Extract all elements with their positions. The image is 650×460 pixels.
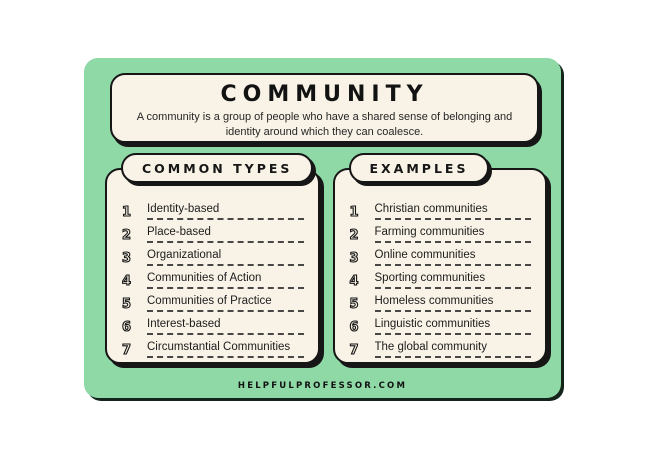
item-number: 1 (122, 204, 132, 220)
list-item (122, 243, 304, 266)
community-poster (84, 58, 561, 398)
list-item (350, 243, 532, 266)
item-number: 4 (349, 273, 359, 289)
item-label: The global community (375, 341, 532, 358)
item-label: Circumstantial Communities (147, 341, 304, 358)
columns-container (105, 153, 547, 364)
item-label: Identity-based (147, 203, 304, 220)
list-item (350, 266, 532, 289)
list-item (122, 289, 304, 312)
list-item (350, 312, 532, 335)
item-label: Sporting communities (375, 272, 532, 289)
item-number: 7 (349, 342, 359, 358)
list-item (122, 220, 304, 243)
list-item (350, 335, 532, 358)
item-number: 3 (122, 250, 132, 266)
item-number: 2 (349, 227, 359, 243)
item-number: 6 (349, 319, 359, 335)
poster-title: COMMUNITY (220, 82, 429, 107)
list-item (350, 289, 532, 312)
item-label: Linguistic communities (375, 318, 532, 335)
item-label: Online communities (375, 249, 532, 266)
item-number: 5 (122, 296, 132, 312)
item-label: Farming communities (375, 226, 532, 243)
item-number: 5 (349, 296, 359, 312)
poster-subtitle: A community is a group of people who have a shared sense of belonging and identity around which they can coalesce. (136, 111, 513, 138)
item-label: Organizational (147, 249, 304, 266)
common-types-card (105, 168, 320, 364)
list-item (350, 220, 532, 243)
list-item (122, 335, 304, 358)
item-number: 3 (349, 250, 359, 266)
examples-card (333, 168, 548, 364)
title-banner (110, 73, 539, 143)
column-common-types (105, 153, 320, 364)
item-number: 7 (122, 342, 132, 358)
item-number: 2 (122, 227, 132, 243)
item-label: Homeless communities (375, 295, 532, 312)
item-label: Christian communities (375, 203, 532, 220)
list-item (122, 266, 304, 289)
item-number: 1 (349, 204, 359, 220)
item-number: 6 (122, 319, 132, 335)
footer-url: HELPFULPROFESSOR.COM (237, 381, 408, 391)
list-item (122, 312, 304, 335)
list-item (122, 197, 304, 220)
common-types-header: COMMON TYPES (121, 153, 313, 183)
item-label: Interest-based (147, 318, 304, 335)
item-number: 4 (122, 273, 132, 289)
item-label: Communities of Practice (147, 295, 304, 312)
list-item (350, 197, 532, 220)
item-label: Place-based (147, 226, 304, 243)
column-examples (333, 153, 548, 364)
examples-header: EXAMPLES (349, 153, 490, 183)
item-label: Communities of Action (147, 272, 304, 289)
